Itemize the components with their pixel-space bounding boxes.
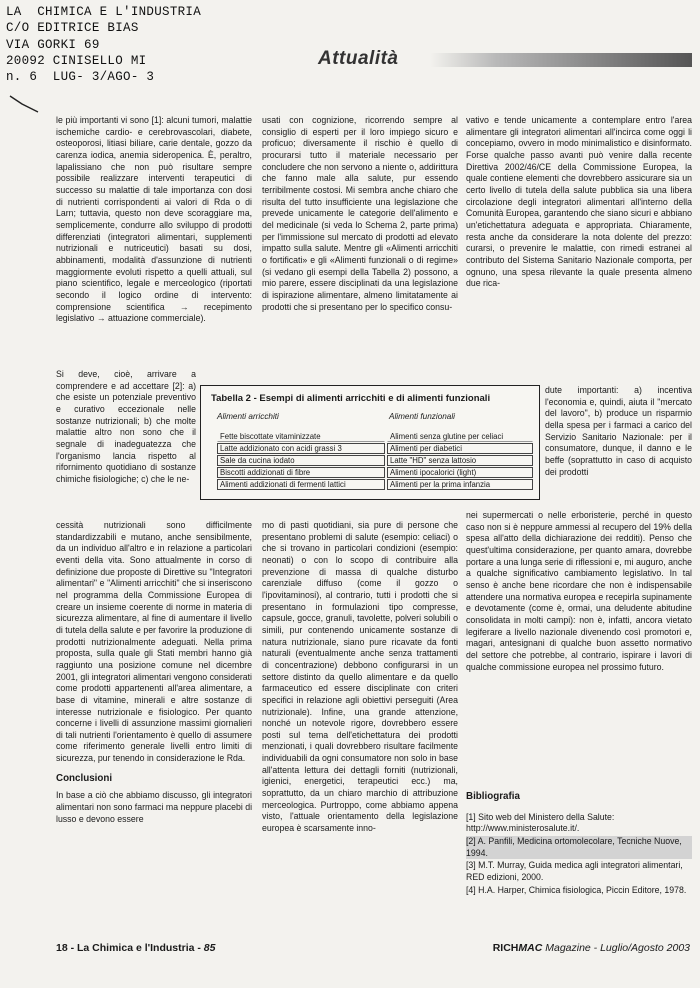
footer-issue-date: Magazine - Luglio/Agosto 2003 xyxy=(542,942,690,954)
column-a-narrow xyxy=(56,369,196,520)
bibliography-heading: Bibliografia xyxy=(466,791,520,802)
stamp-line: 20092 CINISELLO MI xyxy=(6,53,147,68)
table-cell: Alimenti senza glutine per celiaci xyxy=(387,431,533,442)
table-2 xyxy=(200,385,540,500)
table-cell: Alimenti per la prima infanzia xyxy=(387,479,533,490)
stamp-line: C/O EDITRICE BIAS xyxy=(6,21,139,36)
column-c-upper xyxy=(466,115,692,385)
footer-page-label: 18 - La Chimica e l'Industria - xyxy=(56,942,204,954)
footer-brand-italic: MAC xyxy=(518,942,543,954)
bibliography-item: [1] Sito web del Ministero della Salute: http://www.ministerosalute.it/. xyxy=(466,811,615,834)
paragraph: Si deve, cioè, arrivare a comprendere e ad accettare [2]: a) che esiste un potenziale preventivo e curativo eccezionale nelle sostanze nutrizionali; b) che molte malattie altro non sono che il segnale di inadeguatezza che l'organismo lancia rispetto al rifornimento quotidiano di sostanze chimiche fisiologiche; c) che le ne- xyxy=(56,369,196,484)
paragraph: usati con cognizione, ricorrendo sempre al consiglio di esperti per il loro impiego sicuro e proficuo; diversamente il rischio è quello di procurarsi tutto il materiale necessario per concludere che non servono a niente o, addirittura che fanno male alla salute, pur essendo terribilmente costosi. Mi sembra anche chiaro che risulta del tutto insufficiente una legislazione che prevede unicamente le categorie dell'alimento e del medicinale (si veda lo Schema 2, parte prima) per l'immissione sul mercato di prodotti ad elevato impatto sulla salute. Mentre gli «Alimenti arricchiti o fortificati» e gli «Alimenti funzionali o di regime» (si vedano gli esempi della Tabella 2) possono, a mio parere, essere disciplinati da una legislazione di ispirazione alimentare, almeno limitatamente ai prodotti che si presentano per lo specifico consu- xyxy=(262,115,458,312)
table-row xyxy=(215,479,531,491)
footer-issue: 85 xyxy=(203,942,216,954)
paragraph: vativo e tende unicamente a contemplare entro l'area alimentare gli integratori alimentari all'incirca come oggi li concepiamo, ovvero in modo minimalistico e disinformato. Forse qualche passo avanti può venire dalla recente Direttiva 2002/46/CE della Commissione Europea, la quale contiene elementi che dovrebbero assicurare sia un certo livello di tutela della salute pubblica sia una libera circolazione degli integratori alimentari all'interno della Comunità Europea, garantendo che siano sicuri e abbiano un'etichettatura adeguata e appropriata. Chiaramente, resta anche da considerare la nota dolente del prezzo: curarsi, o prevenire le malattie, con rimedi estranei al contributo del Sistema Sanitario Nazionale comporta, per ognuno, una spesa rilevante la quale presenta almeno due rica- xyxy=(466,115,692,289)
column-c-mid xyxy=(545,385,692,510)
table-cell: Sale da cucina iodato xyxy=(217,455,385,466)
paragraph: dute importanti: a) incentiva l'economia e, quindi, aiuta il "mercato del lavoro", b) produce un risparmio della spesa per i farmaci a carico del Servizio Sanitario Nazionale: per il consumatore, dunque, il danno e le beffe (soprattutto in caso di acquisto dei prodotti xyxy=(545,385,692,477)
table-title: Tabella 2 - Esempi di alimenti arricchiti e di alimenti funzionali xyxy=(211,393,491,404)
pen-mark-icon xyxy=(8,92,40,114)
footer-right xyxy=(493,942,690,954)
table-row xyxy=(215,455,531,467)
column-c-lower xyxy=(466,510,692,780)
table-header-left: Alimenti arricchiti xyxy=(217,412,279,421)
column-b-upper xyxy=(262,115,458,385)
bibliography xyxy=(466,791,692,897)
table-cell: Alimenti addizionati di fermenti lattici xyxy=(217,479,385,490)
paragraph: cessità nutrizionali sono difficilmente standardizzabili e mutano, anche sensibilmente, da un individuo all'altro e in relazione a particolari eventi della vita. Sono attualmente in corso di definizione due proposte di Direttive su "Integratori alimentari" e "Alimenti arricchiti" che si inseriscono nel programma della Commissione Europea di creare un insieme coerente di norme in materia di sicurezza alimentare, al fine di aumentare il livello di tutela della salute e per favorire la produzione di prodotti nutrizionalmente adeguati. Nella prima proposta, sulla quale gli Stati membri hanno già raggiunto una posizione comune nel dicembre 2001, gli integratori alimentari vengono considerati come prodotti appartenenti all'area alimentare, a base di vitamine, minerali e altre sostanze di interesse nutrizionale e fisiologico. Per quanto concerne i livelli di assunzione massimi giornalieri di tali nutrienti l'orientamento è quello di assumere come riferimento generale livelli entro limiti di sicurezza, pur tenendo in considerazione le Rda. xyxy=(56,520,252,764)
table-row xyxy=(215,431,531,443)
table-row xyxy=(215,467,531,479)
table-cell: Latte "HD" senza lattosio xyxy=(387,455,533,466)
footer-brand: RICH xyxy=(492,942,519,954)
column-a-lower xyxy=(56,520,252,850)
paragraph: mo di pasti quotidiani, sia pure di persone che presentano problemi di salute (esempio: celiaci) o che si trovano in particolari condizioni (esempio: neonati) o con lo scopo di contribuire alla prevenzione di massa di qualche disturbo carenziale diffuso (come il gozzo o l'ipovitaminosi), al contrario, tutti i prodotti che si presentano in formulazioni tipo compresse, capsule, gocce, granuli, tavolette, polveri solubili o simili, pur contenendo unicamente sostanze di natura nutrizionale, siano pure ricavate da fonti naturali (eventualmente anche senza trattamenti di concentrazione) debbono configurarsi in un settore distinto da quello alimentare e da quello farmaceutico ed essere disciplinate con criteri specifici in relazione agli obiettivi perseguiti (Area nutrizionale). Infine, una grande attenzione, nonché un notevole rigore, dovrebbero essere posti sul tema dell'etichettatura dei prodotti menzionati, i quali dovrebbero risultare facilmente individuabili da ogni consumatore non solo in base all'attenta lettura dei dettagli forniti (nutrizionali, igienici, energetici, terapeutici ecc.) ma, soprattutto, da un chiaro marchio di attribuzione merceologica. Purtroppo, come abbiamo appena visto, l'attuale orientamento della legislazione europea è scarsamente inno- xyxy=(262,520,458,834)
table-cell: Alimenti per diabetici xyxy=(387,443,533,454)
bibliography-item: [2] A. Panfili, Medicina ortomolecolare, Tecniche Nuove, 1994. xyxy=(466,836,692,859)
column-b-lower xyxy=(262,520,458,950)
table-cell: Biscotti addizionati di fibre xyxy=(217,467,385,478)
stamp-line: LA CHIMICA E L'INDUSTRIA xyxy=(6,5,202,19)
table-header-right: Alimenti funzionali xyxy=(389,412,455,421)
paragraph: nei supermercati o nelle erboristerie, perché in questo caso non si è neppure ammessi al recupero del 19% della spesa all'atto della dichiarazione dei redditi). Penso che quest'ultima considerazione, per quanto amara, dovrebbe portare a una lunga serie di riflessioni e, mi auguro, anche a qualche significativo cambiamento legislativo. In tal senso è anche bene ricordare che non è indispensabile attendere una normativa europea e recepirla supinamente e devotamente (come è, ormai, una deludente abitudine consolidata in molti campi): non è, infatti, ancora vietato legiferare a livello nazionale divenendo così promotori e, magari, antesignani di qualche buon assetto normativo del settore che potrebbe, al contrario, ispirare i lavori di qualche commissione europea nel prossimo futuro. xyxy=(466,510,692,672)
table-cell: Alimenti ipocalorici (light) xyxy=(387,467,533,478)
address-stamp xyxy=(6,4,201,85)
bibliography-item: [4] H.A. Harper, Chimica fisiologica, Piccin Editore, 1978. xyxy=(466,884,687,895)
stamp-line: VIA GORKI 69 xyxy=(6,37,100,52)
table-row xyxy=(215,443,531,455)
paragraph: In base a ciò che abbiamo discusso, gli integratori alimentari non sono farmaci ma neppure placebi di lusso e devono essere xyxy=(56,790,252,824)
paragraph: le più importanti vi sono [1]: alcuni tumori, malattie ischemiche cardio- e cerebrovascolari, diabete, osteoporosi, litiasi biliare, carie dentale, gozzo da carenza iodica, anemia sideropenica. È, peraltro, lapalissiano che non può risultare sempre possibile realizzare interventi terapeutici di successo su malattie di tale importanza con dosi di nutrienti corrispondenti ai valori di Rda o di Larn; tuttavia, questo non deve scoraggiare ma, semplicemente, condurre allo sviluppo di prodotti differenziati (integratori alimentari, supplementi nutrizionali e nutriceutici) basati su dosi, abbinamenti, modalità d'assunzione di nutrienti maggiormente evoluti rispetto a quelli attuali, sul piano scientifico, legale e merceologico (riportati secondo il logico ordine di intervento: comprensione scientifica → recepimento legislativo → attuazione commerciale). xyxy=(56,115,252,324)
table-cell: Latte addizionato con acidi grassi 3 xyxy=(217,443,385,454)
section-gradient-bar xyxy=(430,53,692,67)
section-title: Attualità xyxy=(318,48,399,69)
footer-left xyxy=(56,942,215,954)
stamp-line: n. 6 LUG- 3/AGO- 3 xyxy=(6,70,155,85)
table-cell: Fette biscottate vitaminizzate xyxy=(217,431,385,442)
bibliography-item: [3] M.T. Murray, Guida medica agli integratori alimentari, RED edizioni, 2000. xyxy=(466,860,683,882)
conclusion-heading: Conclusioni xyxy=(56,772,113,784)
